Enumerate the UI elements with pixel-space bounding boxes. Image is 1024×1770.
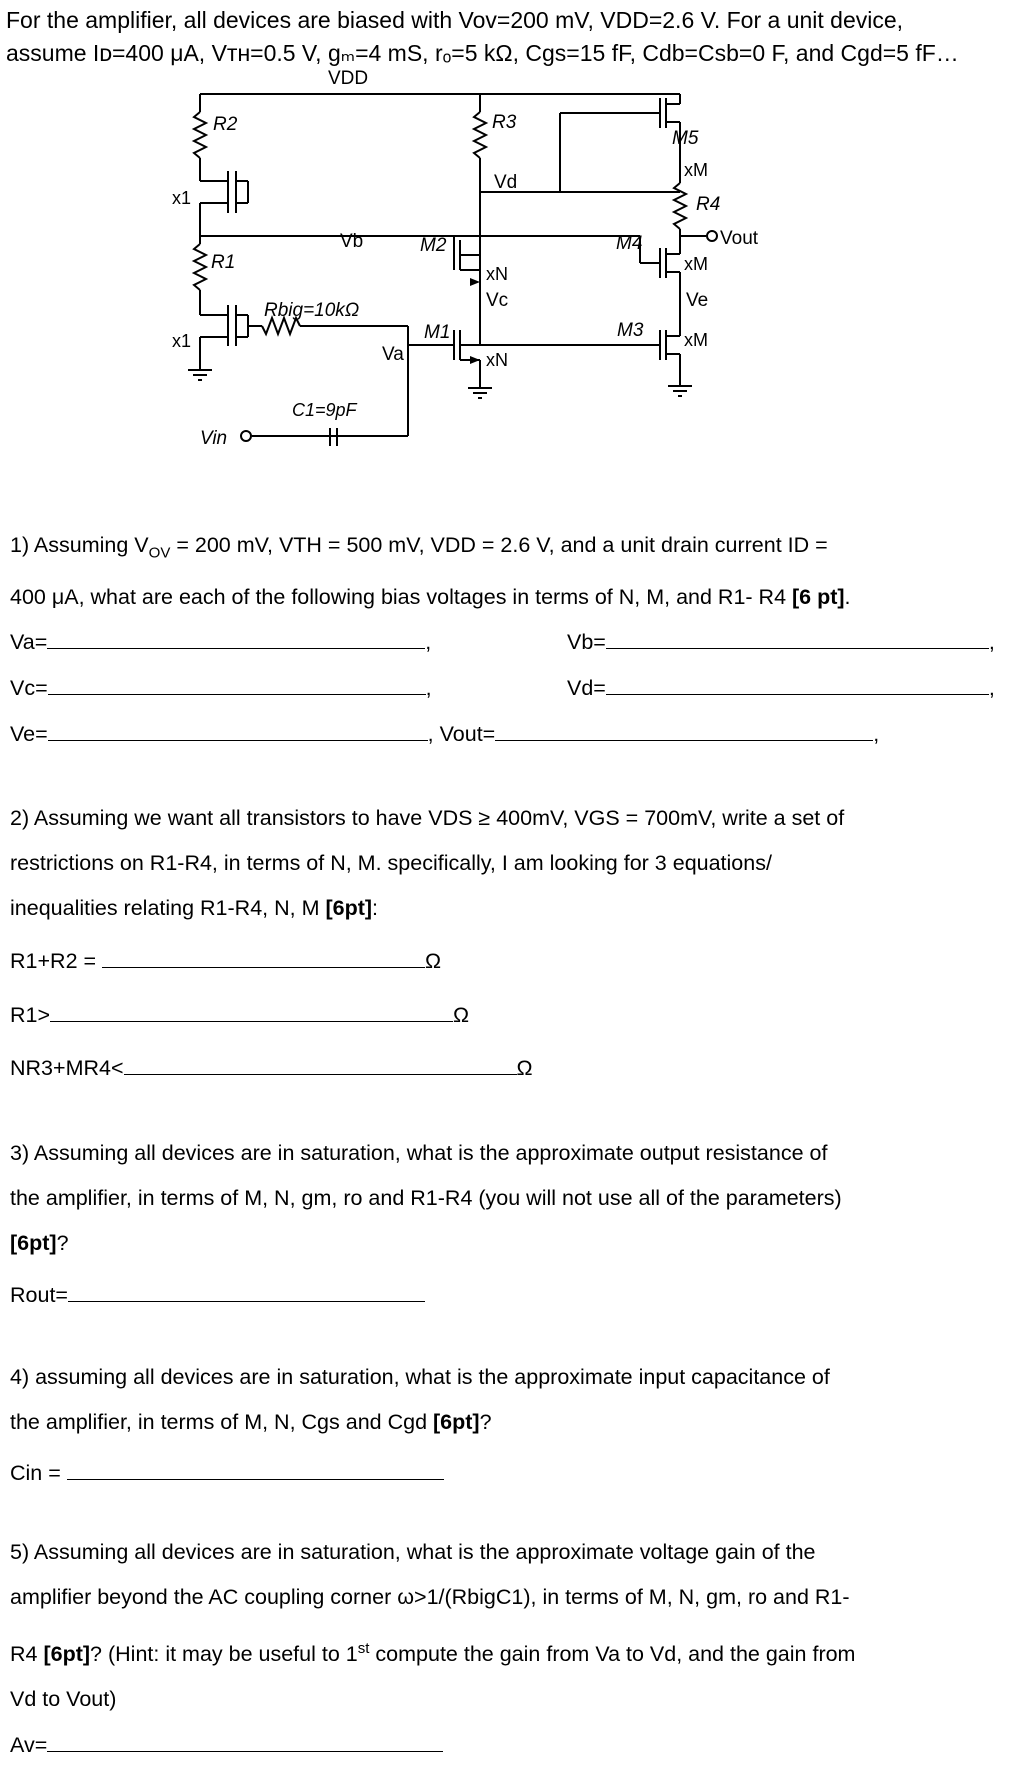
question-3 <box>10 1131 1010 1266</box>
m4-label: M4 <box>616 233 643 254</box>
q5-line-4: Vd to Vout) <box>10 1687 117 1712</box>
nr3-mr4-prompt: NR3+MR4< <box>10 1056 124 1080</box>
r1-answer-row <box>10 997 469 1028</box>
cin-answer-row <box>10 1455 444 1486</box>
vd-comma: , <box>988 676 995 700</box>
amplifier-schematic <box>0 68 1024 518</box>
r1-answer-blank[interactable] <box>50 997 453 1022</box>
q2-colon: : <box>372 896 379 920</box>
q1-points: [6 pt] <box>792 585 845 610</box>
ve-answer-row <box>10 716 879 747</box>
vb-answer-row <box>567 624 995 655</box>
xm-m3-label: xM <box>684 330 708 350</box>
m1-label: M1 <box>424 322 451 343</box>
vb-answer-blank[interactable] <box>606 624 989 649</box>
c1-label: C1=9pF <box>292 400 357 420</box>
question-2 <box>10 796 1010 931</box>
q5-line-3b: ? (Hint: it may be useful to 1 <box>90 1642 358 1667</box>
q4-points: [6pt] <box>433 1410 480 1434</box>
vd-answer-blank[interactable] <box>606 670 989 695</box>
rout-prompt: Rout= <box>10 1283 68 1307</box>
nr3-mr4-answer-blank[interactable] <box>124 1050 517 1075</box>
r1-ohm: Ω <box>453 1003 470 1027</box>
va-answer-row <box>10 624 431 655</box>
r1-plus-r2-prompt: R1+R2 = <box>10 949 97 973</box>
nr3-mr4-answer-row <box>10 1050 533 1081</box>
q2-line-3: inequalities relating R1-R4, N, M <box>10 896 326 920</box>
q3-line-1: 3) Assuming all devices are in saturation, what is the approximate output resistance of <box>10 1141 828 1165</box>
xm-m5-label: xM <box>684 160 708 180</box>
vout-answer-blank[interactable] <box>495 716 873 741</box>
intro-line-2: assume Iᴅ=400 μA, Vᴛʜ=0.5 V, gₘ=4 mS, rₒ=5 kΩ, Cgs=15 fF, Cdb=Csb=0 F, and Cgd=5 fF… <box>6 40 959 66</box>
vd-prompt: Vd= <box>567 676 606 700</box>
question-5 <box>10 1530 1010 1722</box>
xn-m2-label: xN <box>486 264 508 284</box>
m3-label: M3 <box>617 320 644 341</box>
q2-points: [6pt] <box>325 896 373 920</box>
vc-answer-blank[interactable] <box>48 670 426 695</box>
q5-line-3c: compute the gain from Va to Vd, and the gain from <box>369 1642 856 1667</box>
av-answer-blank[interactable] <box>47 1727 443 1752</box>
r1-r2-answer-row <box>10 943 441 974</box>
vin-label: Vin <box>200 428 228 449</box>
ve-label: Ve <box>686 290 709 311</box>
ve-answer-blank[interactable] <box>48 716 428 741</box>
va-prompt: Va= <box>10 630 48 654</box>
xn-m1-label: xN <box>486 350 508 370</box>
av-answer-row <box>10 1727 443 1758</box>
q4-line-1: 4) assuming all devices are in saturation, what is the approximate input capacitance of <box>10 1365 830 1389</box>
q5-superscript: st <box>357 1640 370 1657</box>
q5-line-1: 5) Assuming all devices are in saturation, what is the approximate voltage gain of the <box>10 1540 816 1564</box>
q1-vov-subscript: OV <box>148 544 171 562</box>
ve-comma: , <box>427 722 434 746</box>
q3-question-mark: ? <box>56 1231 69 1255</box>
va-comma: , <box>425 630 432 654</box>
intro-line-1: For the amplifier, all devices are biased with Vov=200 mV, VDD=2.6 V. For a unit device, <box>6 7 904 33</box>
vb-label: Vb <box>340 231 364 252</box>
q5-line-2: amplifier beyond the AC coupling corner ω>1/(RbigC1), in terms of M, N, gm, ro and R1- <box>10 1585 850 1609</box>
va-label: Va <box>382 344 404 365</box>
vc-answer-row <box>10 670 432 701</box>
q5-line-3a: R4 <box>10 1642 44 1667</box>
cin-prompt: Cin = <box>10 1461 61 1485</box>
q1-period: . <box>844 585 851 610</box>
vdd-label: VDD <box>328 68 369 89</box>
rout-answer-row <box>10 1277 425 1308</box>
x1-top-label: x1 <box>172 188 192 208</box>
q1-text-b: = 200 mV, VTH = 500 mV, VDD = 2.6 V, and a unit drain current ID = <box>170 533 828 557</box>
cin-answer-blank[interactable] <box>67 1455 444 1480</box>
vc-label: Vc <box>486 290 509 311</box>
vout-comma: , <box>873 722 880 746</box>
vd-answer-row <box>567 670 995 701</box>
nr3-mr4-ohm: Ω <box>516 1056 533 1080</box>
r4-label: R4 <box>696 194 721 215</box>
r1-label: R1 <box>211 252 236 273</box>
rout-answer-blank[interactable] <box>68 1277 425 1302</box>
ve-prompt: Ve= <box>10 722 48 746</box>
xm-m4-label: xM <box>684 254 708 274</box>
vd-label: Vd <box>494 172 518 193</box>
va-answer-blank[interactable] <box>47 624 425 649</box>
av-prompt: Av= <box>10 1733 48 1757</box>
x1-bottom-label: x1 <box>172 331 192 351</box>
vout-prompt: Vout= <box>439 722 496 746</box>
vc-comma: , <box>425 676 432 700</box>
r2-label: R2 <box>213 114 238 135</box>
q2-line-1: 2) Assuming we want all transistors to have VDS ≥ 400mV, VGS = 700mV, write a set of <box>10 806 845 830</box>
question-4 <box>10 1355 1010 1445</box>
q5-points: [6pt] <box>43 1642 91 1667</box>
m5-label: M5 <box>672 128 699 149</box>
r1-prompt: R1> <box>10 1003 51 1027</box>
rbig-label: Rbig=10kΩ <box>264 300 360 321</box>
q4-line-2: the amplifier, in terms of M, N, Cgs and Cgd <box>10 1410 433 1434</box>
problem-intro <box>6 4 1018 70</box>
vb-prompt: Vb= <box>567 630 606 654</box>
q4-question-mark: ? <box>479 1410 492 1434</box>
r3-label: R3 <box>492 112 517 133</box>
vb-comma: , <box>988 630 995 654</box>
q1-text-a: 1) Assuming V <box>10 533 149 557</box>
q1-line-2: 400 μA, what are each of the following bias voltages in terms of N, M, and R1- R4 <box>10 585 792 610</box>
r1-plus-r2-ohm: Ω <box>425 949 442 973</box>
vout-label: Vout <box>720 228 759 249</box>
question-1 <box>10 523 1010 620</box>
q3-points: [6pt] <box>10 1231 57 1255</box>
m2-label: M2 <box>420 235 447 256</box>
q3-line-2: the amplifier, in terms of M, N, gm, ro and R1-R4 (you will not use all of the parameters) <box>10 1186 842 1210</box>
vc-prompt: Vc= <box>10 676 48 700</box>
r1-plus-r2-answer-blank[interactable] <box>102 943 425 968</box>
q2-line-2: restrictions on R1-R4, in terms of N, M. specifically, I am looking for 3 equations/ <box>10 851 772 875</box>
